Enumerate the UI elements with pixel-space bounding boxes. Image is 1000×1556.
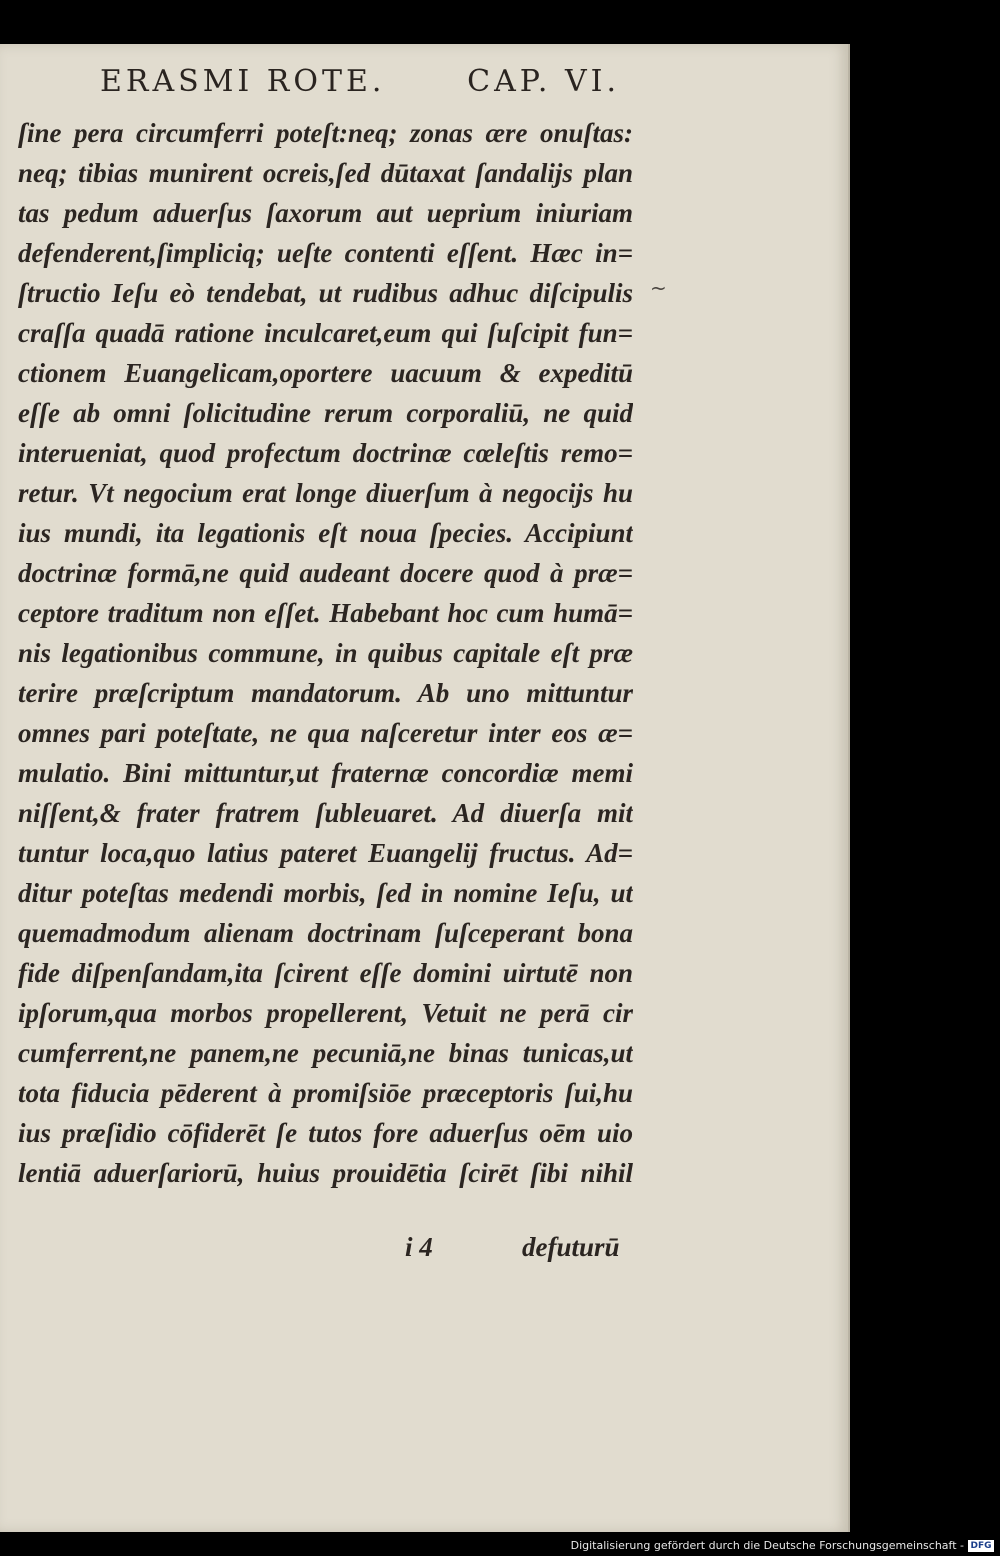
text-line: omnes pari poteſtate, ne qua naſceretur inter eos æ= — [18, 718, 633, 748]
text-line: quemadmodum alienam doctrinam ſuſceperant bona — [18, 918, 633, 948]
text-line: ius mundi, ita legationis eſt noua ſpecies. Accipiunt — [18, 518, 633, 548]
text-line: interueniat, quod profectum doctrinæ cœleſtis remo= — [18, 438, 633, 468]
text-line: ditur poteſtas medendi morbis, ſed in nomine Ieſu, ut — [18, 878, 633, 908]
text-line: ctionem Euangelicam,oportere uacuum & expeditū — [18, 358, 633, 388]
text-line: ius præſidio cōfiderēt ſe tutos fore aduerſus oēm uio — [18, 1118, 633, 1148]
text-line: eſſe ab omni ſolicitudine rerum corporaliū, ne quid — [18, 398, 633, 428]
body-text — [18, 113, 633, 1193]
running-head-right: CAP. VI. — [467, 64, 620, 99]
text-line: fide diſpenſandam,ita ſcirent eſſe domini uirtutē non — [18, 958, 633, 988]
signature-mark: i 4 — [405, 1232, 433, 1262]
text-line: ipſorum,qua morbos propellerent, Vetuit ne perā cir — [18, 998, 633, 1028]
margin-mark-icon: ~ — [650, 276, 667, 300]
dfg-logo: DFG — [968, 1540, 994, 1552]
digitization-credit: Digitalisierung gefördert durch die Deutsche Forschungsgemeinschaft - — [570, 1539, 964, 1552]
text-line: mulatio. Bini mittuntur,ut fraternæ concordiæ memi — [18, 758, 633, 788]
catchword: defuturū — [522, 1232, 620, 1262]
text-line: ceptore traditum non eſſet. Habebant hoc cum humā= — [18, 598, 633, 628]
text-line: lentiā aduerſariorū, huius prouidētia ſcirēt ſibi nihil — [18, 1158, 633, 1188]
text-line: tota fiducia pēderent à promiſsiōe præceptoris ſui,hu — [18, 1078, 633, 1108]
text-line: terire præſcriptum mandatorum. Ab uno mittuntur — [18, 678, 633, 708]
text-line: tuntur loca,quo latius pateret Euangelij fructus. Ad= — [18, 838, 633, 868]
text-line: defenderent,ſimpliciq; ueſte contenti eſſent. Hæc in= — [18, 238, 633, 268]
text-line: ſtructio Ieſu eò tendebat, ut rudibus adhuc diſcipulis — [18, 278, 633, 308]
text-line: nis legationibus commune, in quibus capitale eſt præ — [18, 638, 633, 668]
text-line: neq; tibias munirent ocreis,ſed dūtaxat ſandalijs plan — [18, 158, 633, 188]
text-line: ſine pera circumferri poteſt:neq; zonas ære onuſtas: — [18, 118, 633, 148]
text-line: niſſent,& frater fratrem ſubleuaret. Ad diuerſa mit — [18, 798, 633, 828]
running-head — [100, 64, 620, 99]
text-line: retur. Vt negocium erat longe diuerſum à negocijs hu — [18, 478, 633, 508]
text-line: tas pedum aduerſus ſaxorum aut ueprium iniuriam — [18, 198, 633, 228]
text-line: cumferrent,ne panem,ne pecuniā,ne binas tunicas,ut — [18, 1038, 633, 1068]
text-line: doctrinæ formā,ne quid audeant docere quod à præ= — [18, 558, 633, 588]
text-line: craſſa quadā ratione inculcaret,eum qui ſuſcipit fun= — [18, 318, 633, 348]
running-head-left: ERASMI ROTE. — [100, 64, 386, 99]
